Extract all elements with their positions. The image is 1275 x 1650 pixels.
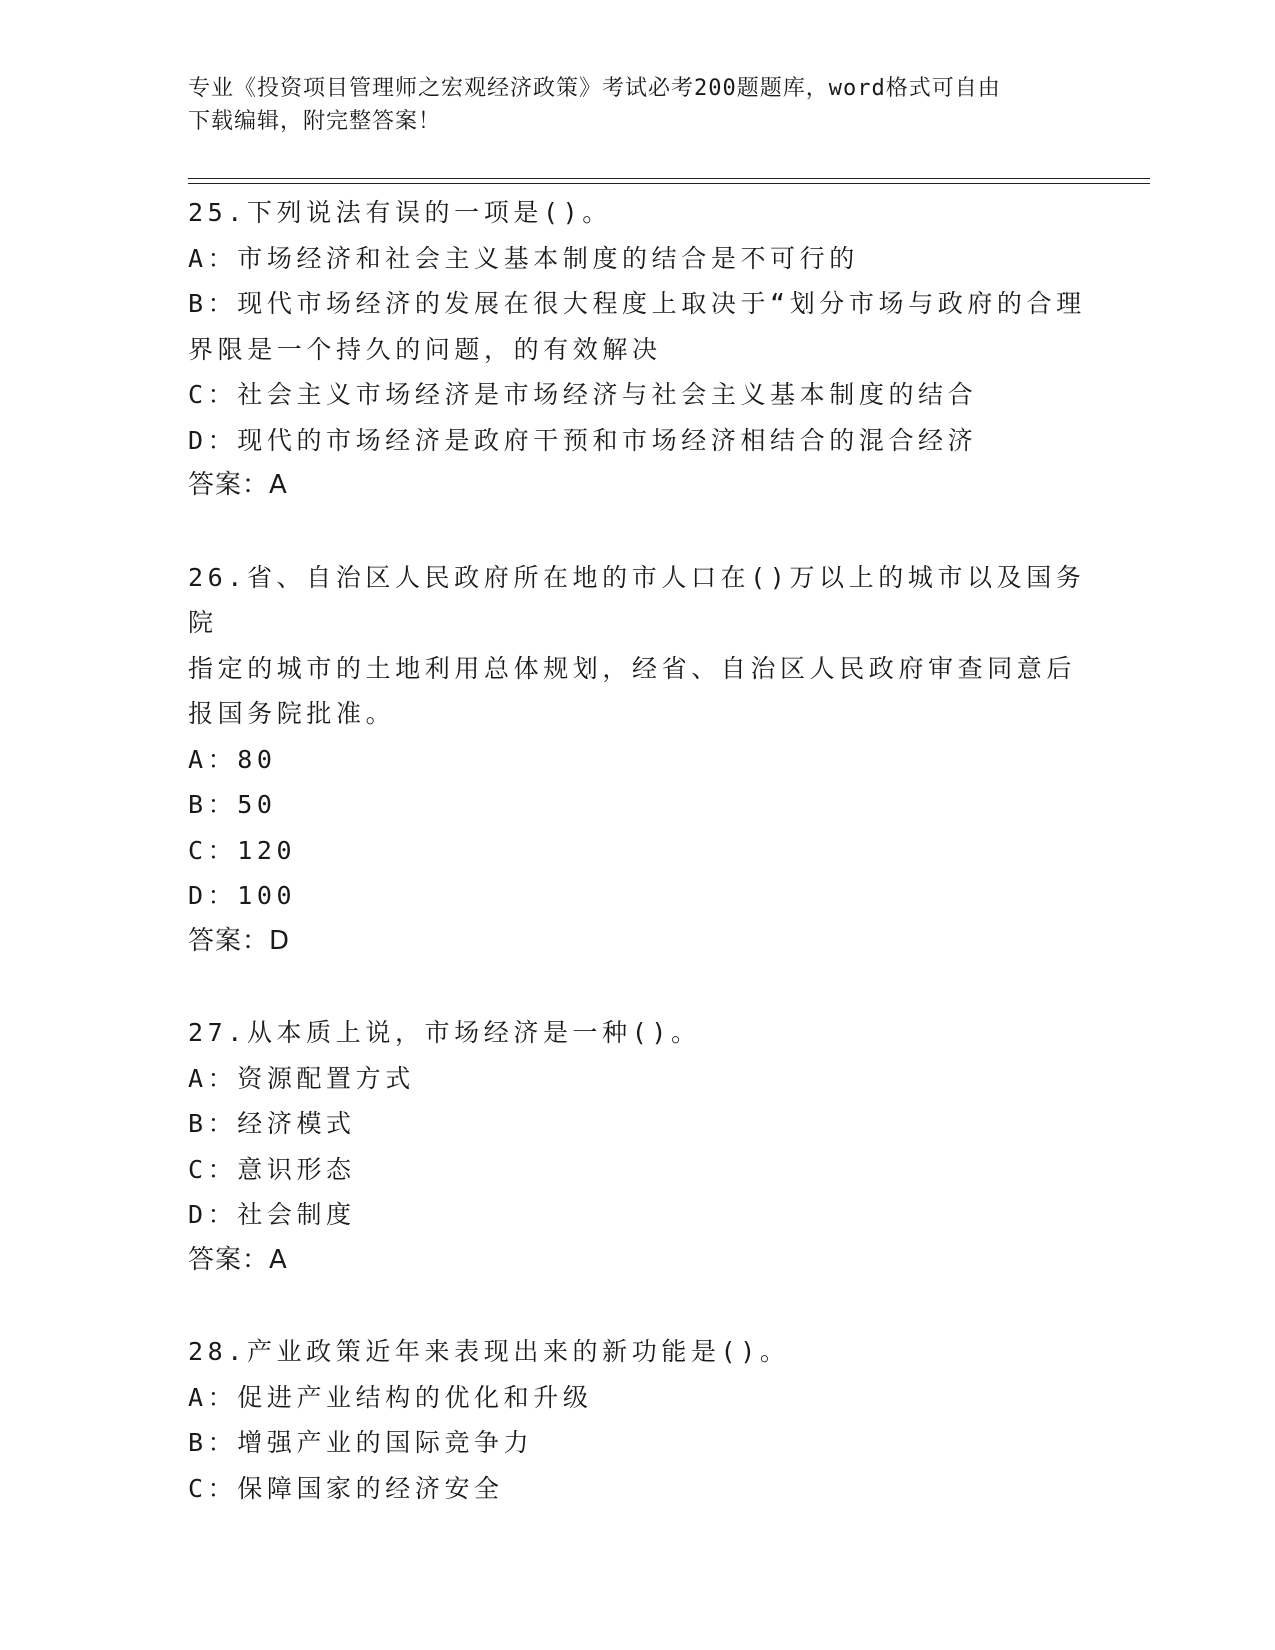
- question-block: [188, 1329, 1088, 1511]
- question-stem-line: 27.从本质上说，市场经济是一种()。: [188, 1018, 701, 1047]
- option-line: B：现代市场经济的发展在很大程度上取决于“划分市场与政府的合理: [188, 289, 1086, 318]
- option-line: D：100: [188, 881, 297, 910]
- header-line-2: 下载编辑，附完整答案！: [188, 109, 442, 134]
- option-line: D：社会制度: [188, 1200, 356, 1229]
- header-rule-bottom: [188, 183, 1150, 184]
- question-stem-line: 报国务院批准。: [188, 699, 396, 728]
- document-header: [188, 72, 1068, 138]
- option-line: A：市场经济和社会主义基本制度的结合是不可行的: [188, 243, 859, 273]
- question-list: [188, 190, 1088, 1557]
- option-line: B：50: [188, 790, 277, 819]
- option-line: D：现代的市场经济是政府干预和市场经济相结合的混合经济: [188, 425, 978, 455]
- question-stem-line: 26.省、自治区人民政府所在地的市人口在()万以上的城市以及国务院: [188, 562, 1086, 637]
- option-line: C：120: [188, 835, 297, 865]
- option-line: A：资源配置方式: [188, 1063, 415, 1093]
- option-line: C：社会主义市场经济是市场经济与社会主义基本制度的结合: [188, 380, 978, 409]
- question-block: [188, 555, 1088, 965]
- question-block: [188, 1010, 1088, 1283]
- answer-line: 答案：D: [188, 925, 291, 956]
- answer-line: 答案：A: [188, 1244, 288, 1275]
- option-line: B：经济模式: [188, 1109, 356, 1138]
- answer-line: 答案：A: [188, 470, 288, 500]
- option-line: B：增强产业的国际竞争力: [188, 1428, 534, 1457]
- option-line: A：80: [188, 744, 277, 774]
- question-stem-line: 28.产业政策近年来表现出来的新功能是()。: [188, 1337, 790, 1366]
- option-line: 界限是一个持久的问题，的有效解决: [188, 334, 662, 364]
- option-line: A：促进产业结构的优化和升级: [188, 1382, 593, 1412]
- header-rule-top: [188, 178, 1150, 179]
- question-block: [188, 190, 1088, 509]
- question-stem-line: 25.下列说法有误的一项是()。: [188, 198, 612, 227]
- option-line: C：保障国家的经济安全: [188, 1473, 504, 1503]
- option-line: C：意识形态: [188, 1154, 356, 1184]
- question-stem-line: 指定的城市的土地利用总体规划，经省、自治区人民政府审查同意后: [188, 653, 1077, 683]
- header-line-1: 专业《投资项目管理师之宏观经济政策》考试必考200题题库，word格式可自由: [188, 76, 1001, 101]
